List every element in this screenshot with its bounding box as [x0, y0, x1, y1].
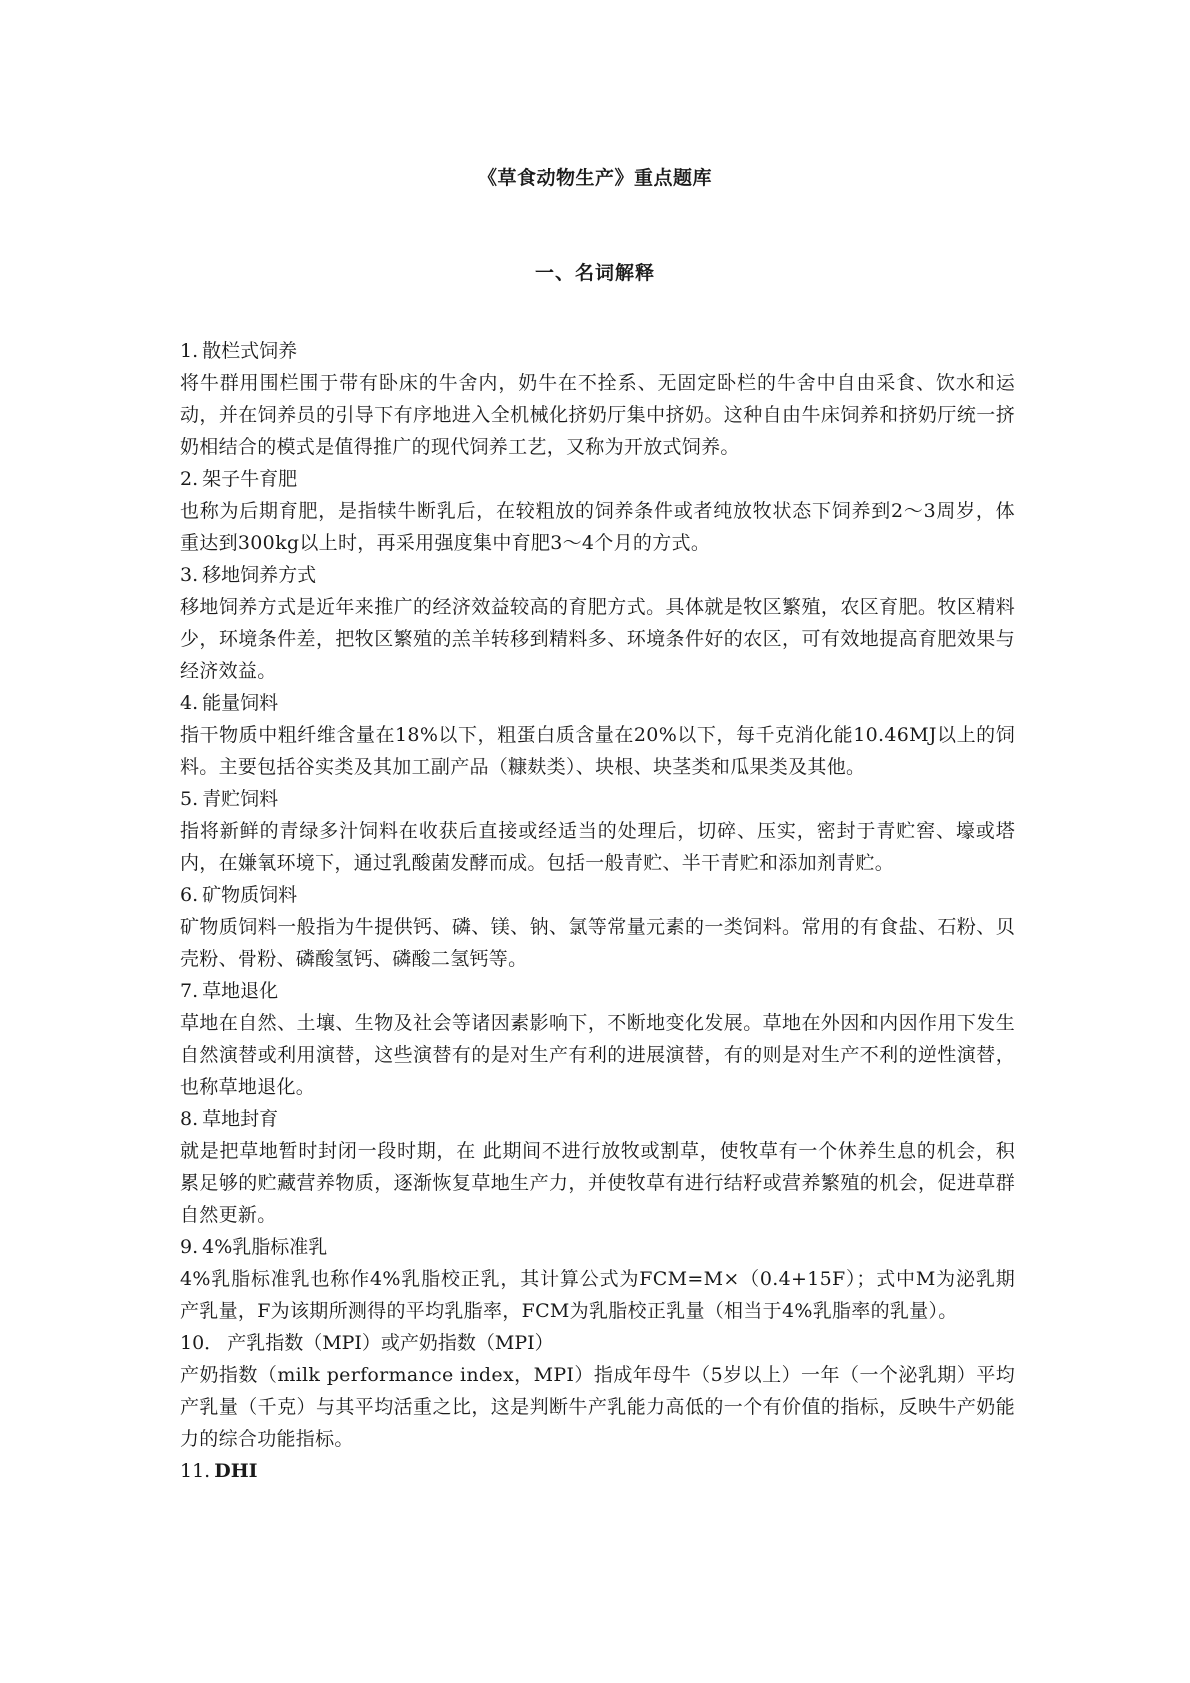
entry-definition: 移地饲养方式是近年来推广的经济效益较高的育肥方式。具体就是牧区繁殖，农区育肥。牧区精料少，环境条件差，把牧区繁殖的羔羊转移到精料多、环境条件好的农区，可有效地提高育肥效果与经济效益。	[180, 596, 1015, 682]
entry-definition: 指干物质中粗纤维含量在18%以下，粗蛋白质含量在20%以下，每千克消化能10.46MJ以上的饲料。主要包括谷实类及其加工副产品（糠麸类）、块根、块茎类和瓜果类及其他。	[180, 724, 1015, 778]
entry-term	[180, 1455, 1015, 1487]
entry-term	[180, 559, 1015, 591]
entry-definition: 就是把草地暂时封闭一段时期，在 此期间不进行放牧或割草，使牧草有一个休养生息的机会，积累足够的贮藏营养物质，逐渐恢复草地生产力，并使牧草有进行结籽或营养繁殖的机会，促进草群自然更新。	[180, 1140, 1015, 1226]
entry-term	[180, 783, 1015, 815]
document-title: 《草食动物生产》重点题库	[477, 167, 712, 189]
entry-number: 2.	[180, 468, 199, 490]
glossary-list	[180, 335, 1015, 1487]
entry-number: 7.	[180, 980, 199, 1002]
entry-number: 4.	[180, 692, 199, 714]
entry-definition: 也称为后期育肥，是指犊牛断乳后，在较粗放的饲养条件或者纯放牧状态下饲养到2～3周岁，体重达到300kg以上时，再采用强度集中育肥3～4个月的方式。	[180, 500, 1015, 554]
entry-term	[180, 879, 1015, 911]
entry-definition: 矿物质饲料一般指为牛提供钙、磷、镁、钠、氯等常量元素的一类饲料。常用的有食盐、石粉、贝壳粉、骨粉、磷酸氢钙、磷酸二氢钙等。	[180, 916, 1015, 970]
term-label: 移地饲养方式	[202, 564, 317, 586]
entry-term	[180, 1327, 1015, 1359]
term-label: 能量饲料	[202, 692, 279, 714]
entry-number: 3.	[180, 564, 199, 586]
entry-definition: 草地在自然、土壤、生物及社会等诸因素影响下，不断地变化发展。草地在外因和内因作用下发生自然演替或利用演替，这些演替有的是对生产有利的进展演替，有的则是对生产不利的逆性演替，也称草地退化。	[180, 1012, 1015, 1098]
entry-term	[180, 687, 1015, 719]
entry-term	[180, 1231, 1015, 1263]
term-label: 矿物质饲料	[202, 884, 298, 906]
entry-definition: 4%乳脂标准乳也称作4%乳脂校正乳，其计算公式为FCM=M×（0.4+15F）；式中M为泌乳期产乳量，F为该期所测得的平均乳脂率，FCM为乳脂校正乳量（相当于4%乳脂率的乳量）。	[180, 1268, 1015, 1322]
entry-number: 5.	[180, 788, 199, 810]
term-label: 产乳指数（MPI）或产奶指数（MPI）	[227, 1332, 554, 1354]
entry-definition: 将牛群用围栏围于带有卧床的牛舍内，奶牛在不拴系、无固定卧栏的牛舍中自由采食、饮水和运动，并在饲养员的引导下有序地进入全机械化挤奶厅集中挤奶。这种自由牛床饲养和挤奶厅统一挤奶相结合的模式是值得推广的现代饲养工艺，又称为开放式饲养。	[180, 372, 1015, 458]
entry-definition: 指将新鲜的青绿多汁饲料在收获后直接或经适当的处理后，切碎、压实，密封于青贮窖、壕或塔内，在嫌氧环境下，通过乳酸菌发酵而成。包括一般青贮、半干青贮和添加剂青贮。	[180, 820, 1015, 874]
entry-number: 10．	[180, 1332, 224, 1354]
entry-definition: 产奶指数（milk performance index，MPI）指成年母牛（5岁以上）一年（一个泌乳期）平均产乳量（千克）与其平均活重之比，这是判断牛产乳能力高低的一个有价值的指标，反映牛产奶能力的综合功能指标。	[180, 1364, 1015, 1450]
term-label: 草地退化	[202, 980, 279, 1002]
entry-number: 11.	[180, 1460, 211, 1482]
entry-number: 1.	[180, 340, 199, 362]
entry-number: 9.	[180, 1236, 199, 1258]
entry-number: 8.	[180, 1108, 199, 1130]
term-label: 4%乳脂标准乳	[202, 1236, 328, 1258]
entry-term	[180, 1103, 1015, 1135]
entry-term	[180, 335, 1015, 367]
term-label: 青贮饲料	[202, 788, 279, 810]
entry-number: 6.	[180, 884, 199, 906]
term-label: 架子牛育肥	[202, 468, 298, 490]
entry-term	[180, 975, 1015, 1007]
section-heading: 一、名词解释	[534, 262, 655, 284]
term-label: DHI	[214, 1460, 258, 1482]
term-label: 草地封育	[202, 1108, 279, 1130]
entry-term	[180, 463, 1015, 495]
term-label: 散栏式饲养	[202, 340, 298, 362]
